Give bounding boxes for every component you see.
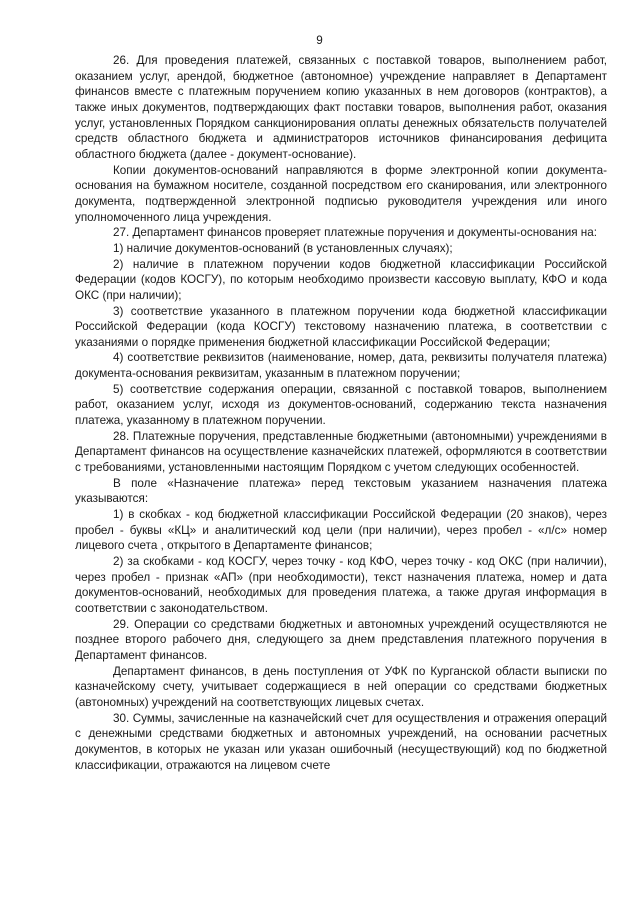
paragraph-28: 28. Платежные поручения, представленные бюджетными (автономными) учреждениями в Департамент финансов на осуществление казначейских платежей, оформляются в соответствии с требованиями, установленными настоящим Порядком с учетом следующих особенностей.	[75, 429, 607, 475]
list-item-28-2: 2) за скобками - код КОСГУ, через точку - код КФО, через точку - код ОКС (при наличии), через пробел - признак «АП» (при необходимости), текст назначения платежа, номер и дата документов-оснований, необходимых для проведения платежа, а также другая информация в соответствии с законодательством.	[75, 555, 607, 615]
document-body	[75, 53, 607, 773]
list-item-28-1: 1) в скобках - код бюджетной классификации Российской Федерации (20 знаков), через пробел - буквы «КЦ» и аналитический код цели (при наличии), через пробел - «л/с» номер лицевого счета , открытого в Департаменте финансов;	[75, 508, 607, 553]
paragraph-ufk: Департамент финансов, в день поступления от УФК по Курганской области выписки по казначейскому счету, учитывает содержащиеся в ней операции со средствами бюджетных (автономных) учреждений на соответствующих лицевых счетах.	[75, 664, 607, 709]
list-item-27-4: 4) соответствие реквизитов (наименование, номер, дата, реквизиты получателя платежа) документа-основания реквизитам, указанным в платежном поручении;	[75, 351, 607, 381]
page-number: 9	[316, 34, 323, 47]
paragraph-copies: Копии документов-оснований направляются в форме электронной копии документа-основания на бумажном носителе, созданной посредством его сканирования, или электронного документа, подтвержденной электронной подписью руководителя учреждения или иного уполномоченного лица учреждения.	[75, 163, 607, 224]
paragraph-29: 29. Операции со средствами бюджетных и автономных учреждений осуществляются не позднее второго рабочего дня, следующего за днем представления платежного поручения в Департамент финансов.	[75, 617, 607, 662]
list-item-27-1: 1) наличие документов-оснований (в установленных случаях);	[113, 241, 453, 255]
paragraph-30: 30. Суммы, зачисленные на казначейский счет для осуществления и отражения операций с денежными средствами бюджетных и автономных учреждений, на основании расчетных документов, в которых не указан или указан ошибочный (несуществующий) код по бюджетной классификации, отражаются на лицевом счете	[75, 711, 607, 772]
paragraph-27: 27. Департамент финансов проверяет платежные поручения и документы-основания на:	[113, 226, 598, 240]
list-item-27-3: 3) соответствие указанного в платежном поручении кода бюджетной классификации Российской Федерации (кода КОСГУ) текстовому назначению платежа, в соответствии с указаниями о порядке применения бюджетной классификации Российской Федерации;	[75, 304, 607, 349]
paragraph-payment-purpose: В поле «Назначение платежа» перед текстовым указанием назначения платежа указываются:	[75, 476, 607, 506]
list-item-27-5: 5) соответствие содержания операции, связанной с поставкой товаров, выполнением работ, оказанием услуг, исходя из документов-оснований, содержанию текста назначения платежа, указанному в платежном поручении.	[75, 382, 607, 428]
paragraph-26: 26. Для проведения платежей, связанных с поставкой товаров, выполнением работ, оказанием услуг, арендой, бюджетное (автономное) учреждение направляет в Департамент финансов вместе с платежным поручением копию указанных в нем договоров (контрактов), а также иных документов, подтверждающих факт поставки товаров, выполнения работ, оказания услуг, установленных Порядком санкционирования оплаты денежных обязательств получателей средств областного бюджета и администраторов источников финансирования дефицита областного бюджета (далее - документ-основание).	[75, 54, 607, 161]
list-item-27-2: 2) наличие в платежном поручении кодов бюджетной классификации Российской Федерации (кодов КОСГУ), по которым необходимо произвести кассовую выплату, КФО и кода ОКС (при наличии);	[75, 257, 607, 302]
